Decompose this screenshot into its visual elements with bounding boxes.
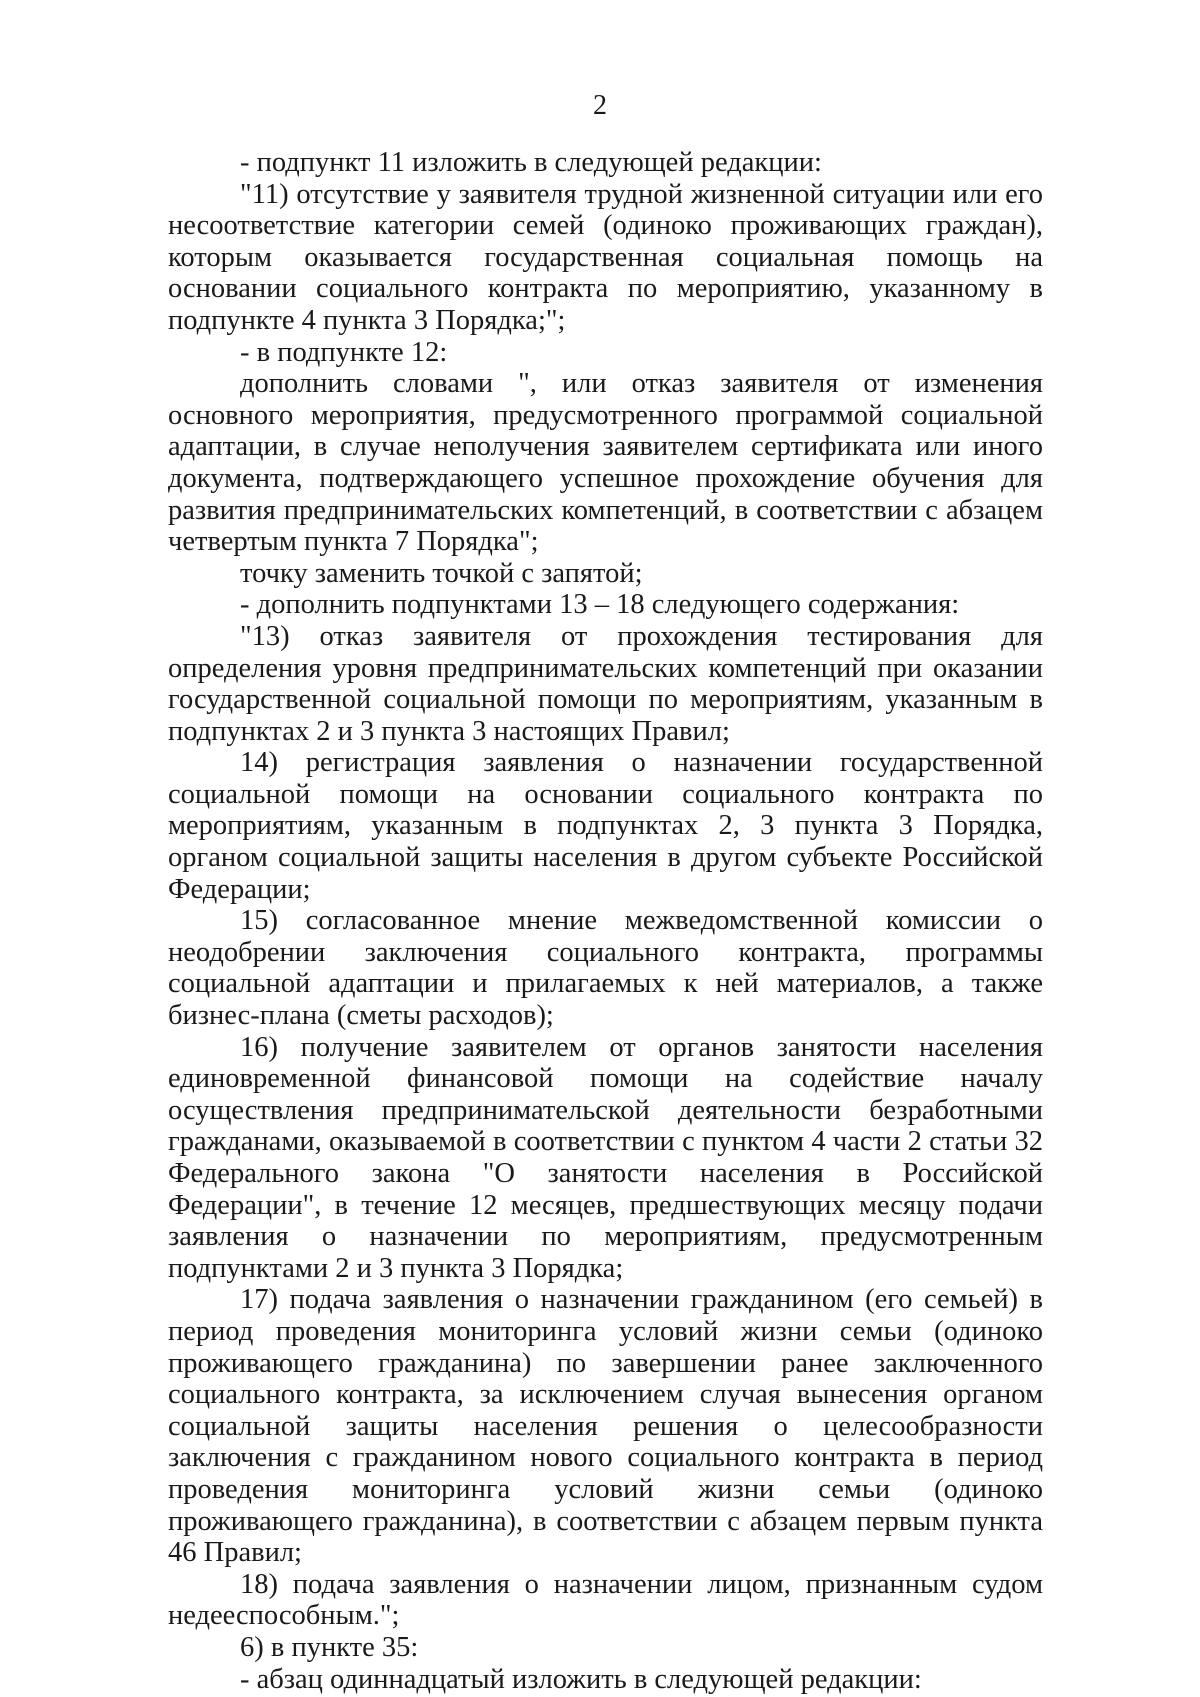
paragraph: дополнить словами ", или отказ заявителя от изменения основного мероприятия, предусмотренного программой социальной адаптации, в случае неполучения заявителем сертификата или иного документа, подтверждающего успешное прохождение обучения для развития предпринимательских компетенций, в соответствии с абзацем четвертым пункта 7 Порядка"; — [168, 368, 1043, 558]
page-number: 2 — [593, 90, 607, 121]
paragraph: "13) отказ заявителя от прохождения тестирования для определения уровня предпринимательских компетенций при оказании государственной социальной помощи по мероприятиям, указанным в подпунктах 2 и 3 пункта 3 настоящих Правил; — [168, 620, 1043, 747]
paragraph: 14) регистрация заявления о назначении государственной социальной помощи на основании социального контракта по мероприятиям, указанным в подпунктах 2, 3 пункта 3 Порядка, органом социальной защиты населения в другом субъекте Российской Федерации; — [168, 747, 1043, 905]
paragraph: - подпункт 11 изложить в следующей редакции: — [240, 147, 822, 178]
paragraph: "11) отсутствие у заявителя трудной жизненной ситуации или его несоответствие категории семей (одиноко проживающих граждан), которым оказывается государственная социальная помощь на основании социального контракта по мероприятию, указанному в подпункте 4 пункта 3 Порядка;"; — [168, 178, 1043, 336]
paragraph: - абзац одиннадцатый изложить в следующей редакции: — [240, 1663, 922, 1695]
paragraph: 17) подача заявления о назначении гражданином (его семьей) в период проведения мониторинга условий жизни семьи (одиноко проживающего гражданина) по завершении ранее заключенного социального контракта, за исключением случая вынесения органом социальной защиты населения решения о целесообразности заключения с гражданином нового социального контракта в период проведения мониторинга условий жизни семьи (одиноко проживающего гражданина), в соответствии с абзацем первым пункта 46 Правил; — [168, 1284, 1043, 1569]
paragraph: 15) согласованное мнение межведомственной комиссии о неодобрении заключения социального контракта, программы социальной адаптации и прилагаемых к ней материалов, а также бизнес-плана (сметы расходов); — [168, 905, 1043, 1032]
document-body — [168, 147, 1043, 1695]
paragraph: - дополнить подпунктами 13 – 18 следующего содержания: — [240, 589, 960, 621]
paragraph: 6) в пункте 35: — [240, 1631, 419, 1663]
paragraph: 18) подача заявления о назначении лицом, признанным судом недееспособным."; — [168, 1568, 1043, 1632]
paragraph: 16) получение заявителем от органов занятости населения единовременной финансовой помощи на содействие началу осуществления предпринимательской деятельности безработными гражданами, оказываемой в соответствии с пунктом 4 части 2 статьи 32 Федерального закона "О занятости населения в Российской Федерации", в течение 12 месяцев, предшествующих месяцу подачи заявления о назначении по мероприятиям, предусмотренным подпунктами 2 и 3 пункта 3 Порядка; — [168, 1031, 1043, 1284]
paragraph: - в подпункте 12: — [240, 336, 448, 368]
paragraph: точку заменить точкой с запятой; — [240, 557, 643, 589]
